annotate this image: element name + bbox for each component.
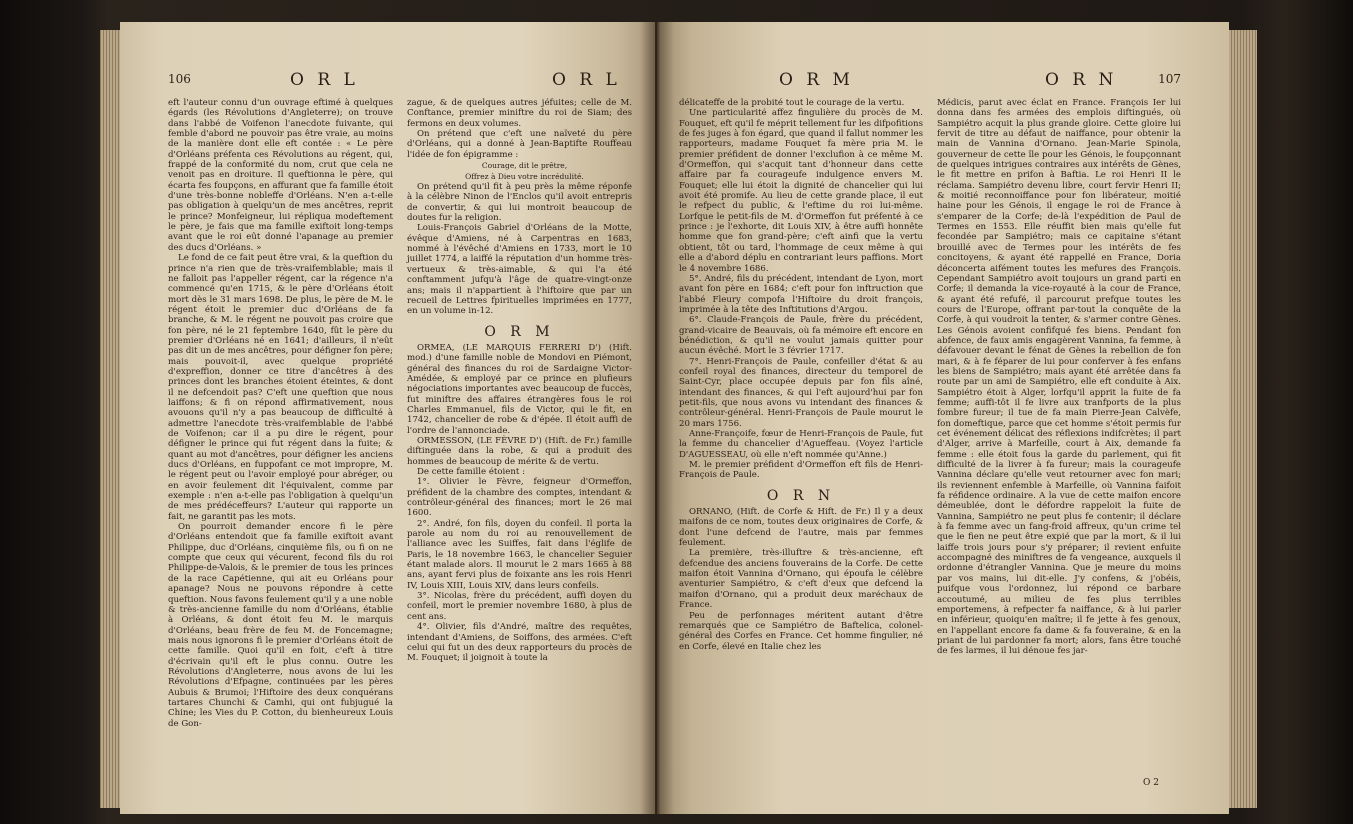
page-edges-right (1229, 30, 1257, 808)
paragraph: 6°. Claude-François de Paule, frère du précédent, grand-vicaire de Beauvais, où fa mémoire eft encore en bénédiction, & qu'il ne voulut jamais quitter pour aucun évêché. Mort le 3 février 1717. (679, 315, 923, 357)
paragraph: Louis-François Gabriel d'Orléans de la Motte, évêque d'Amiens, né à Carpentras en 1683, nommé à l'évêché d'Amiens en 1733, mort le 10 juillet 1774, a laiffé la réputation d'un homme très-vertueux & très-aimable, & qui l'a été conftamment jufqu'à l'âge de quatre-vingt-onze ans; mais il n'appartient à l'hiftoire que par un recueil de Lettres fpirituelles imprimées en 1777, en un volume in-12. (407, 223, 632, 317)
paragraph: eft l'auteur connu d'un ouvrage eftimé à quelques égards (les Révolutions d'Angleterre); on trouve dans l'abbé de Voifenon l'anecdote fuivante, qui femble d'abord ne pouvoir pas être vraie, au moins de la manière dont elle eft contée : « Le père d'Orléans préfenta ces Révolutions au régent, qui, frappé de la conformité du nom, crut que cela ne venoit pas en droiture. Il queftionna le père, qui écarta fes foupçons, en affurant que fa famille étoit d'une très-bonne nobleffe d'Orléans. N'en a-t-elle pas obligation à quelqu'un de mes ancêtres, reprit le prince? Monfeigneur, lui répliqua modeftement le père, je fais que ma famille exiftoit long-temps avant que le roi eût donné l'apanage au premier des ducs d'Orléans. » (168, 98, 393, 253)
right-running-head (679, 70, 1181, 94)
epigram-line: Offrez à Dieu votre incrédulité. (465, 172, 584, 182)
paragraph: délicateffe de la probité tout le courage de la vertu. (679, 98, 905, 108)
paragraph: De cette famille étoient : (417, 467, 526, 477)
left-column-1 (168, 98, 393, 729)
left-running-head (168, 70, 635, 94)
page-edges-left (100, 30, 122, 808)
right-page-number: 107 (1158, 72, 1181, 86)
paragraph: Une particularité affez fingulière du procès de M. Fouquet, eft qu'il fe méprit tellement fur les difpofitions de fes juges à fon égard, que quand il fallut nommer les rapporteurs, madame Fouquet fa mère pria M. le premier préfident de donner l'exclufion à ce même M. d'Ormeffon, qui s'acquit tant d'honneur dans cette affaire par fa courageufe indulgence envers M. Fouquet; elle lui étoit la dignité de chancelier qui lui avoit été promife. Au lieu de cette grande place, il eut le refpect du public, & l'eftime du roi lui-même. Lorfque le petit-fils de M. d'Ormeffon fut préfenté à ce prince : je l'exhorte, dit Louis XIV, à être auffi honnête homme que fon grand-père; c'eft ainfi que la vertu obtient, tôt ou tard, l'hommage de ceux même à qui elle a d'abord déplu en contrariant leurs paffions. Mort le 4 novembre 1686. (679, 108, 923, 274)
paragraph: ORMEA, (LE MARQUIS FERRERI D') (Hift. mod.) d'une famille noble de Mondovi en Piémont, général des finances du roi de Sardaigne Victor-Amédée, & employé par ce prince en plufieurs négociations importantes avec beaucoup de fuccès, fut miniftre des affaires étrangères fous le roi Charles Emmanuel, fils de Victor, qui le fit, en 1742, chancelier de robe & d'épée. Il étoit auffi de l'ordre de l'annonciade. (407, 342, 633, 436)
paragraph: Peu de perfonnages méritent autant d'être remarqués que ce Sampiétro de Baftelica, colonel-général des Corfes en France. Cet homme fingulier, né en Corfe, élevé en Italie chez les (679, 610, 923, 652)
paragraph: Anne-Françoife, fœur de Henri-François de Paule, fut la femme du chancelier d'Agueffeau. (Voyez l'article D'AGUESSEAU, où elle n'eft nommée qu'Anne.) (679, 429, 923, 460)
paragraph: 4°. Olivier, fils d'André, maître des requêtes, intendant d'Amiens, de Soiffons, des armées. C'eft celui qui fut un des deux rapporteurs du procès de M. Fouquet; il joignoit à toute la (407, 622, 632, 664)
paragraph: ORMESSON, (LE FÈVRE D') (Hift. de Fr.) famille diftinguée dans la robe, & qui a produit des hommes de beaucoup de mérite & de vertu. (407, 435, 632, 467)
signature-mark: O 2 (1143, 778, 1159, 788)
paragraph: 7°. Henri-François de Paule, confeiller d'état & au confeil royal des finances, directeur du temporel de Saint-Cyr, place occupée depuis par fon fils aîné, intendant des finances, & qui l'eft aujourd'hui par fon petit-fils, que nous avons vu intendant des finances & contrôleur-général. Henri-François de Paule mourut le 20 mars 1756. (679, 356, 923, 429)
paragraph: On prétend qu'il fit à peu près la même réponfe à la célèbre Ninon de l'Enclos qu'il avoit entrepris de convertir, & qui lui montroit beaucoup de doutes fur la religion. (407, 182, 632, 224)
right-column-1 (679, 98, 923, 657)
left-page-number: 106 (168, 72, 191, 86)
paragraph: La première, très-illuftre & très-ancienne, eft defcendue des anciens fouverains de la Corfe. De cette maifon étoit Vannina d'Ornano, qui époufa le célèbre aventurier Sampiétro, & c'eft d'eux que defcend la maifon d'Ornano, qui a produit deux maréchaux de France. (679, 548, 923, 611)
paragraph: On prétend que c'eft une naïveté du père d'Orléans, qui a donné à Jean-Baptifte Rouffeau l'idée de fon épigramme : (407, 129, 632, 160)
paragraph: zague, & de quelques autres jéfuites; celle de M. Conftance, premier miniftre du roi de Siam; des fermons en deux volumes. (407, 98, 632, 129)
right-column-2 (937, 98, 1181, 657)
epigram-line: Courage, dit le prêtre, (481, 161, 568, 171)
paragraph: M. le premier préfident d'Ormeffon eft fils de Henri-François de Paule. (679, 460, 923, 481)
left-column-2 (407, 98, 632, 729)
section-heading-orn: O R N (766, 487, 836, 504)
paragraph: 3°. Nicolas, frère du précédent, auffi doyen du confeil, mort le premier novembre 1680, à plus de cent ans. (407, 591, 632, 622)
paragraph: ORNANO, (Hift. de Corfe & Hift. de Fr.) Il y a deux maifons de ce nom, toutes deux originaires de Corfe, & dont l'une defcend de l'autre, mais par femmes feulement. (679, 507, 923, 549)
left-head-2: O R L (552, 70, 621, 90)
paragraph: 1°. Olivier le Fèvre, feigneur d'Ormeffon, préfident de la chambre des comptes, intendant & contrôleur-général des finances; mort le 26 mai 1600. (407, 477, 632, 519)
paragraph: On pourroit demander encore fi le père d'Orléans entendoit que fa famille exiftoit avant Philippe, duc d'Orléans, cinquième fils, ou fi on ne compte que ceux qui vécurent, fecond fils du roi Philippe-de-Valois, & le premier de tous les princes de la race Capétienne, qui ait eu Orléans pour apanage? Nous ne pouvons répondre à cette queftion. Nous favons feulement qu'il y a une noble & très-ancienne famille du nom d'Orléans, établie à Orléans, & dont étoit feu M. le marquis d'Orléans, beau frère de feu M. de Foncemagne; mais nous ignorons fi le premier d'Orléans étoit de cette famille. Quoi qu'il en foit, c'eft à titre d'écrivain qu'il eft le plus connu. Outre les Révolutions d'Angleterre, nous avons de lui les Révolutions d'Efpagne, continuées par les pères Aubuis & Brumoi; l'Hiftoire des deux conquérans tartares Chunchi & Camhi, qui ont fubjugué la Chine; les Vies du P. Cotton, du bienheureux Louis de Gon- (168, 522, 393, 729)
right-head-2: O R N (1045, 70, 1118, 90)
left-head-1: O R L (290, 70, 359, 90)
paragraph: 5°. André, fils du précédent, intendant de Lyon, mort avant fon père en 1684; c'eft pour fon inftruction que l'abbé Fleury compofa l'Hiftoire du droit françois, imprimée à la tête des Inftitutions d'Argou. (679, 273, 923, 315)
right-page (657, 22, 1229, 814)
left-page (120, 22, 655, 814)
paragraph: Le fond de ce fait peut être vrai, & la queftion du prince n'a rien que de très-vraifemblable; mais il ne falloit pas l'appeller régent, car la régence n'a commencé qu'en 1715, & le père d'Orléans étoit mort dès le 31 mars 1698. De plus, le père de M. le régent étoit le premier duc d'Orléans de fa branche, & M. le régent ne pouvoit pas croire que fon père, né le 21 feptembre 1640, fût le père du premier d'Orléans né en 1641; d'ailleurs, il n'eût pas dit un de mes ancêtres, pour défigner fon père; mais pouvoit-il, avec quelque propriété d'expreffion, donner ce titre d'ancêtres à des princes dont les branches étoient éteintes, & dont il ne defcendoit pas? C'eft une queftion que nous laiffons; & fi on répond affirmativement, nous avouons qu'il n'y a pas beaucoup de difficulté à admettre l'anecdote très-vraifemblable de l'abbé de Voifenon; car il a pu dire le régent, pour défigner le prince qui fut régent dans la fuite; & quant au mot d'ancêtres, pour défigner les anciens ducs d'Orléans, en fuppofant ce mot impropre, M. le régent peut ou l'avoir employé pour abréger, ou en avoir feulement dit l'équivalent, comme par exemple : n'en a-t-elle pas l'obligation à quelqu'un de mes prédéceffeurs? L'auteur qui rapporte un fait, ne garantit pas les mots. (168, 253, 393, 522)
paragraph: 2°. André, fon fils, doyen du confeil. Il porta la parole au nom du roi au renouvellement de l'alliance avec les Suiffes, fait dans l'églife de Paris, le 18 novembre 1663, le chancelier Seguier étant malade alors. Il mourut le 2 mars 1665 à 88 ans, ayant fervi plus de foixante ans les rois Henri IV, Louis XIII, Louis XIV, dans leurs confeils. (407, 518, 632, 591)
section-heading-orm: O R M (484, 323, 555, 340)
right-head-1: O R M (779, 70, 854, 90)
paragraph: Médicis, parut avec éclat en France. François Ier lui donna dans fes armées des emplois diftingués, où Sampiétro acquit la plus grande gloire. Cette gloire lui fervit de titre au défaut de naiffance, pour obtenir la main de Vannina d'Ornano. Jean-Marie Spinola, gouverneur de cette île pour les Génois, le foupçonnant de quelques intrigues contraires aux intérêts de Gènes, le fit mettre en prifon à Baftia. Le roi Henri II le réclama. Sampiétro devenu libre, court fervir Henri II; & moitié reconnoiffance pour fon libérateur, moitié haine pour les Génois, il engage le roi de France à s'emparer de la Corfe; de-là l'expédition de Paul de Termes en 1553. Elle réuffit bien mais qu'elle fut fecondée par Sampiétro; mais ce capitaine s'étant brouillé avec de Termes pour les intérêts de fes concitoyens, & ayant été rappellé en France, Doria déconcerta aifément toutes les mefures des François. Cependant Sampiétro avoit toujours un grand parti en Corfe; il demanda la vice-royauté à la cour de France, & ayant été refufé, il parcourut prefque toutes les cours de l'Europe, offrant par-tout la conquête de la Corfe, à qui voudroit la tenter, & s'armer contre Gènes. Les Génois avoient confifqué fes biens. Pendant fon abfence, de faux amis engagèrent Vannina, fa femme, à défavouer devant le fénat de Gènes la rebellion de fon mari, & à fe féparer de lui pour conferver à fes enfans les biens de Sampiétro; mais ayant été arrêtée dans fa route par un ami de Sampiétro, elle eft conduite à Aix. Sampiétro étoit à Alger, lorfqu'il apprit la fuite de fa femme; auffi-tôt il fe livre aux tranfports de la plus fombre fureur; il tue de fa main Pierre-Jean Calvèfe, fon domeftique, parce que cet homme s'étoit permis fur cet événement délicat des réflexions indifcrètes; il part d'Alger, arrive à Marfeille, court à Aix, demande fa femme : elle étoit fous la garde du parlement, qui fit difficulté de la livrer à fa fureur; mais la courageufe Vannina déclare qu'elle veut retourner avec fon mari; ils reviennent enfemble à Marfeille, où Vannina faifoit fa réfidence ordinaire. A la vue de cette maifon encore démeublée, dont le défordre rappeloit la fuite de Vannina, Sampiétro ne peut plus fe contenir; il déclare à fa femme avec un fang-froid affreux, qu'un crime tel que le fien ne peut être expié que par la mort, & il lui laiffe trois jours pour s'y préparer; il revient enfuite accompagné des miniftres de fa vengeance, auxquels il ordonne d'étrangler Vannina. Que je meure du moins par vos mains, lui dit-elle. J'y confens, & j'obéis, puifque vous l'ordonnez, lui répond ce barbare accoutumé, au milieu de fes plus terribles emportemens, à refpecter fa naiffance, & à lui parler en inférieur, quoiqu'en maître; il fe jette à fes genoux, en l'appellant encore fa dame & fa fouveraine, & en la priant de lui pardonner fa mort; alors, fans être touché de fes larmes, il lui dénoue fes jar- (937, 98, 1181, 657)
